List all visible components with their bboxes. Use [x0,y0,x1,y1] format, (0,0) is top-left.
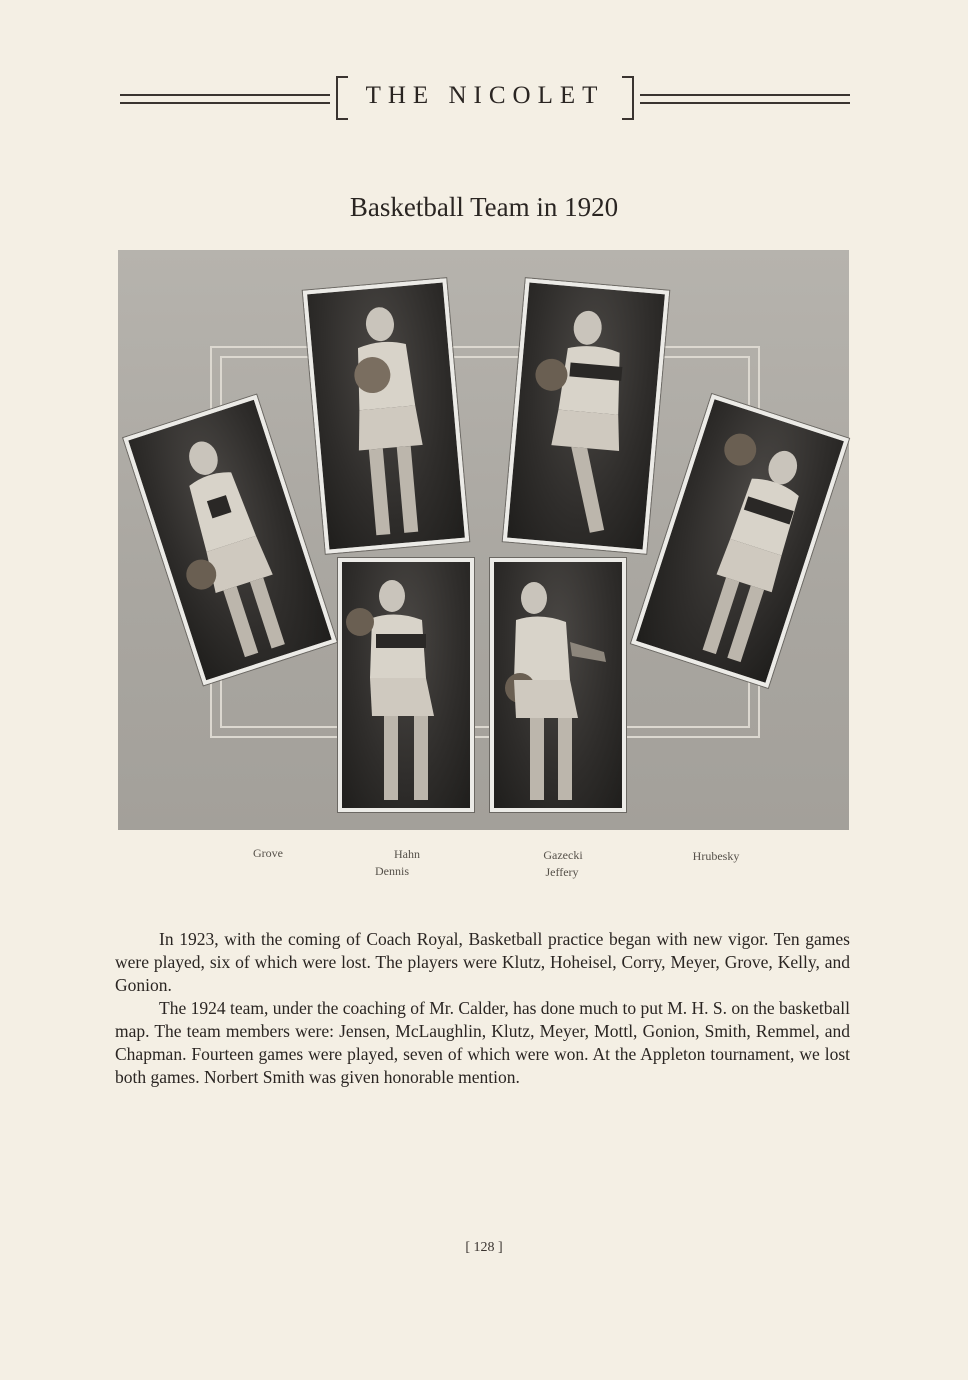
player-photo-hahn [303,278,469,554]
masthead: THE NICOLET [365,82,605,109]
header-rule-left [120,94,330,104]
header-bracket-left [336,76,348,120]
caption-hrubesky: Hrubesky [692,849,740,863]
player-silhouette-icon [494,562,622,808]
header-rule-right [640,94,850,104]
caption-hahn: Hahn [394,847,420,861]
player-silhouette-icon [507,283,665,550]
page-title: Basketball Team in 1920 [349,192,619,222]
player-photo-jeffery [490,558,626,812]
caption-grove: Grove [253,846,283,860]
player-silhouette-icon [342,562,470,808]
page-number: [ 128 ] [465,1240,503,1255]
body-text [115,928,850,1089]
player-silhouette-icon [307,283,465,550]
paragraph-1924: The 1924 team, under the coaching of Mr. Calder, has done much to put M. H. S. on the basketball map. The team members were: Jensen, McLaughlin, Klutz, Meyer, Mottl, Gonion, Smith, Remmel, and Chapman. Fourteen games were played, seven of which were won. At the Appleton tournament, we lost both games. Norbert Smith was given honorable mention. [115,998,850,1087]
team-photo-collage [118,250,849,830]
player-photo-dennis [338,558,474,812]
page-header [120,74,850,124]
caption-gazecki: Gazecki [543,848,583,862]
paragraph-1923: In 1923, with the coming of Coach Royal, Basketball practice began with new vigor. Ten games were played, six of which were lost. The players were Klutz, Hoheisel, Corry, Meyer, Grove, Kelly, and Gonion. [115,929,850,995]
player-photo-gazecki [503,278,669,554]
caption-jeffery: Jeffery [545,865,579,879]
header-bracket-right [622,76,634,120]
caption-dennis: Dennis [375,864,409,878]
